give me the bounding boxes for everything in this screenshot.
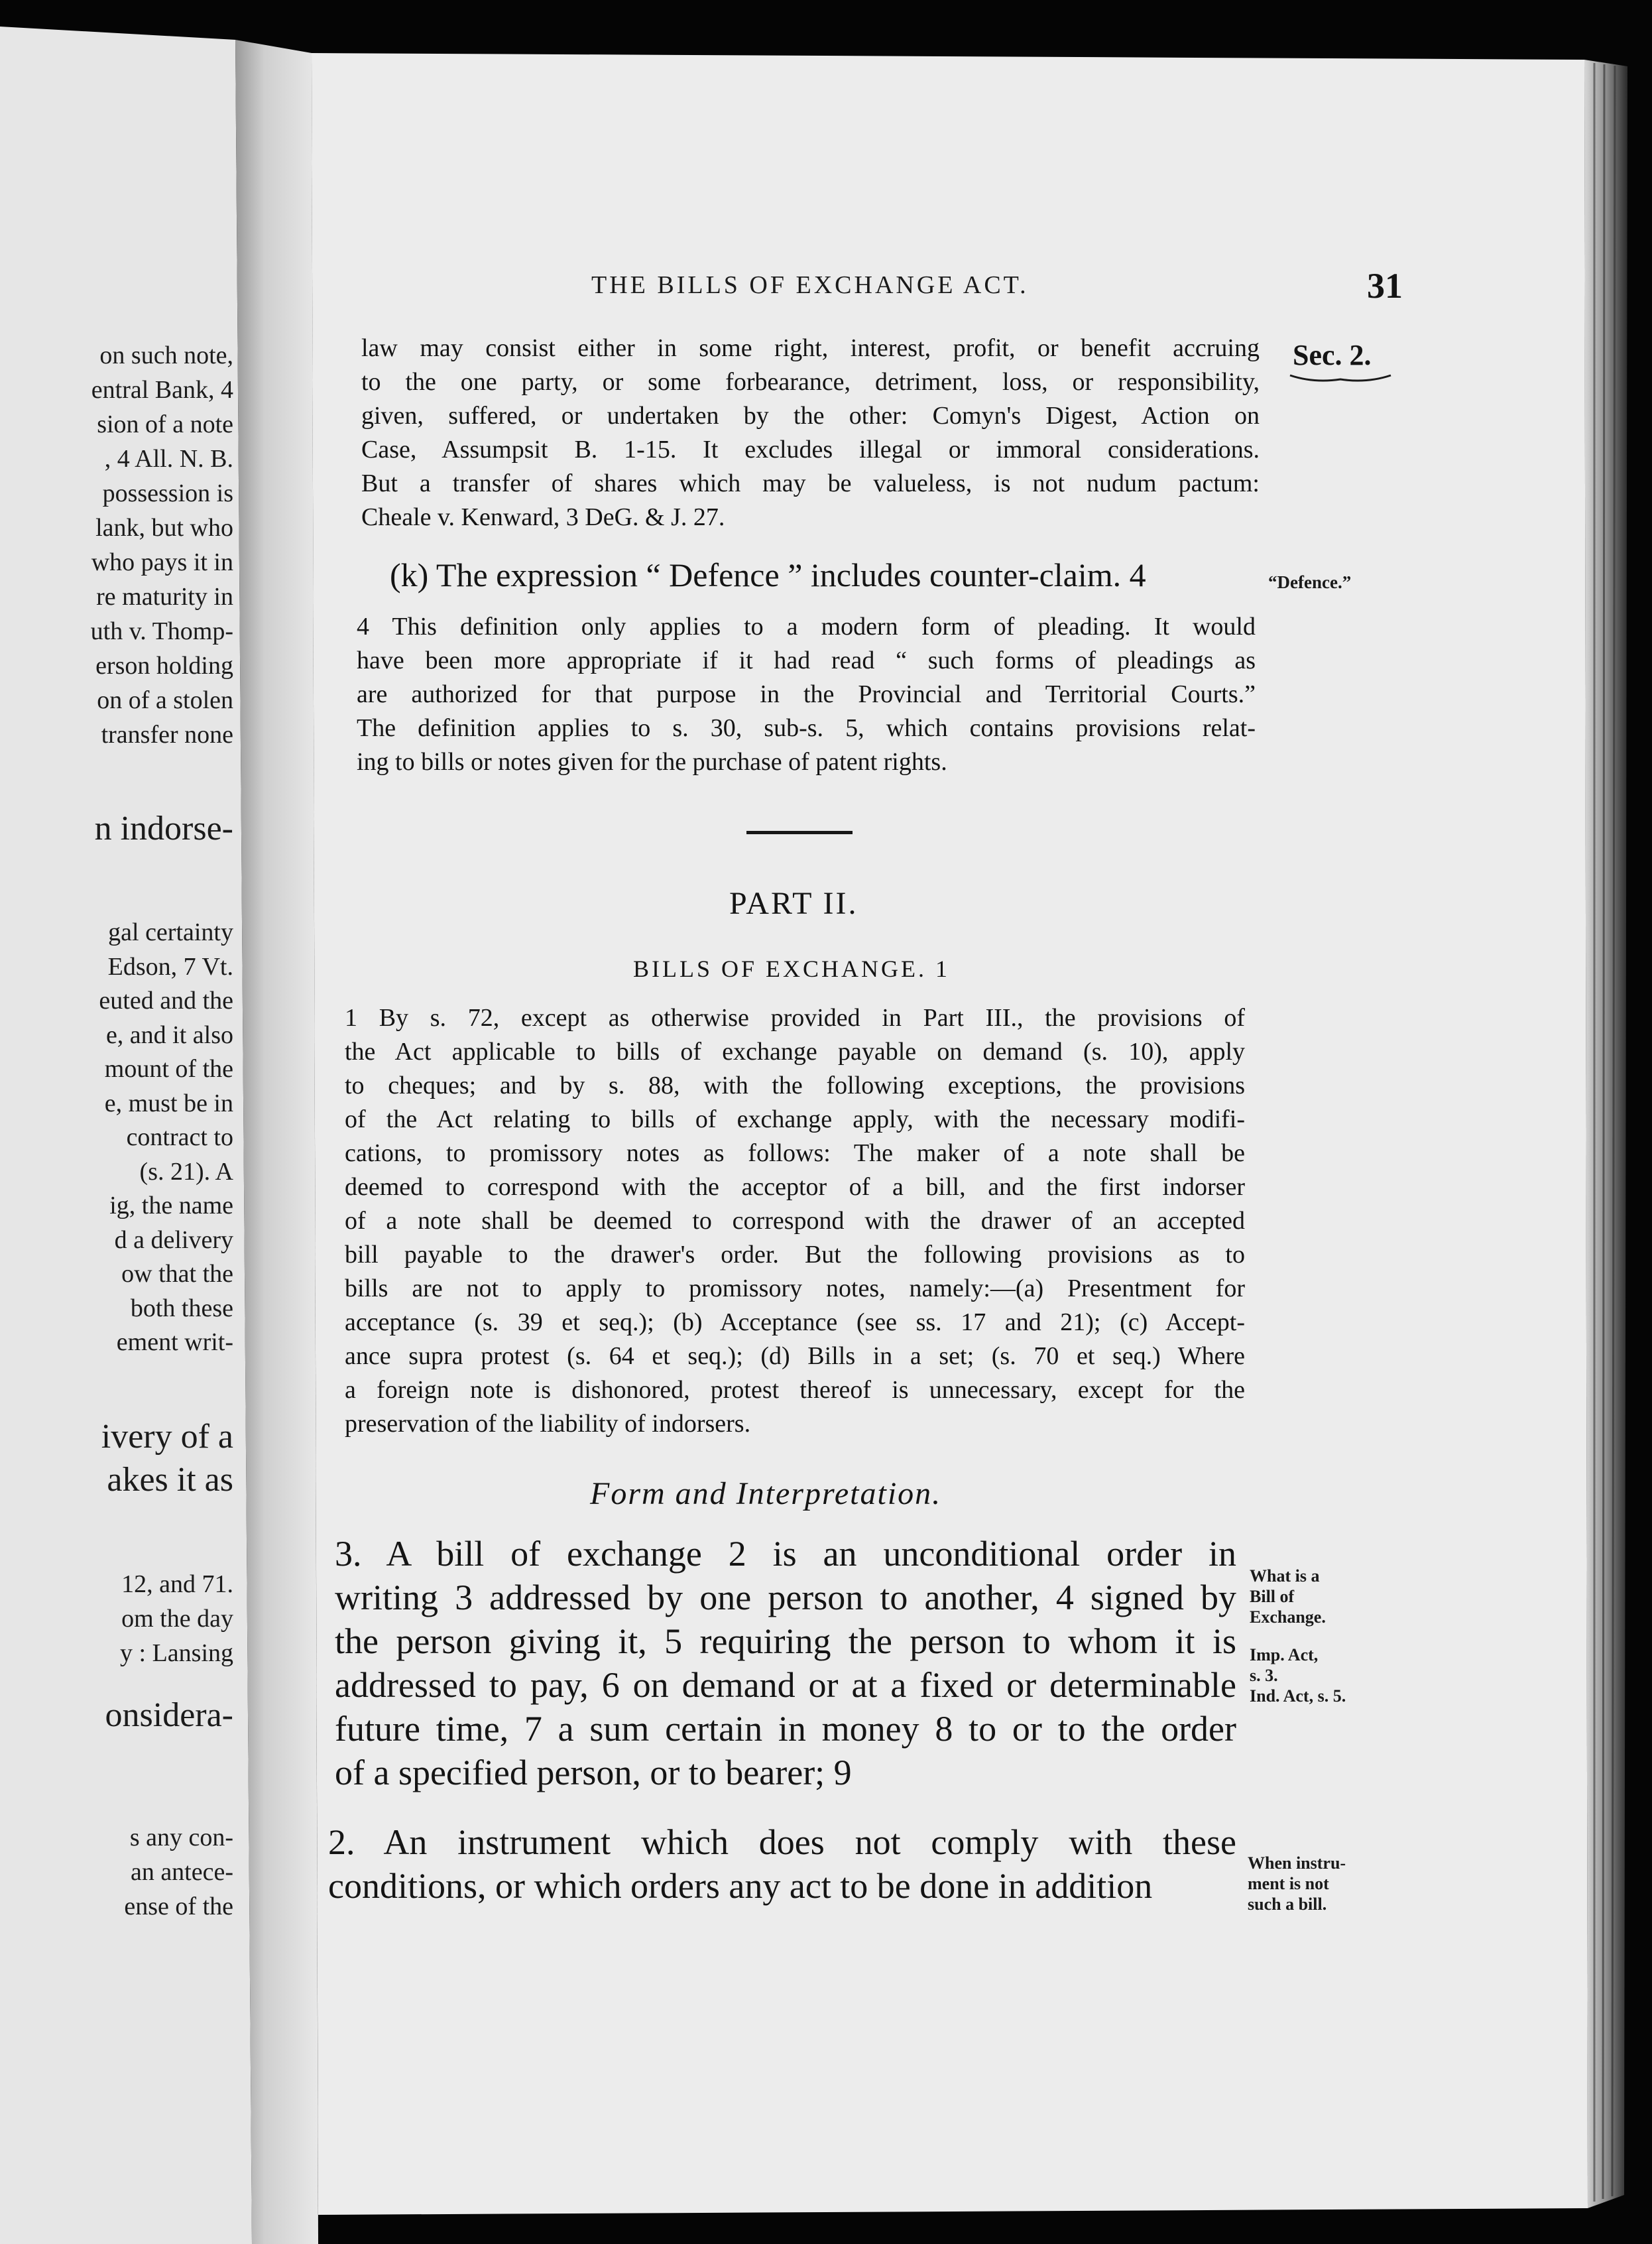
text-line: cations, to promissory notes as follows: The maker of a note shall be	[345, 1139, 1245, 1167]
margin-note-line: such a bill.	[1248, 1895, 1327, 1914]
section-heading: Form and Interpretation.	[590, 1476, 942, 1511]
text-line: addressed to pay, 6 on demand or at a fixed or determinable	[335, 1665, 1236, 1705]
text-line: writing 3 addressed by one person to another, 4 signed by	[335, 1578, 1236, 1617]
margin-note-line: What is a	[1250, 1566, 1320, 1586]
section-brace-icon	[1287, 373, 1393, 386]
defence-margin-note: “Defence.”	[1268, 572, 1352, 592]
left-page-line: an antece-	[130, 1858, 233, 1886]
margin-note-line: Imp. Act,	[1250, 1645, 1319, 1664]
text-line: have been more appropriate if it had read “ such forms of pleadings as	[357, 647, 1256, 674]
left-page-line: Edson, 7 Vt.	[107, 952, 233, 981]
text-line: conditions, or which orders any act to be done in addition	[328, 1866, 1153, 1906]
text-line: bills are not to apply to promissory notes, namely:—(a) Presentment for	[345, 1275, 1245, 1302]
text-line: deemed to correspond with the acceptor of a bill, and the first indorser	[345, 1173, 1245, 1201]
left-page-line: ement writ-	[116, 1328, 233, 1356]
text-line: law may consist either in some right, interest, profit, or benefit accruing	[361, 334, 1260, 362]
text-line: the Act applicable to bills of exchange payable on demand (s. 10), apply	[345, 1038, 1245, 1066]
left-page-line: y : Lansing	[120, 1639, 233, 1667]
section-3-text	[335, 1532, 1236, 1794]
left-page-line: lank, but who	[95, 514, 233, 542]
section-3-sub-2-text	[328, 1820, 1236, 1908]
text-line: to cheques; and by s. 88, with the following exceptions, the provisions	[345, 1072, 1245, 1099]
section-label	[1293, 338, 1372, 372]
text-line: 2. An instrument which does not comply with these	[328, 1822, 1236, 1862]
text-line: 4 This definition only applies to a modern form of pleading. It would	[357, 613, 1256, 641]
margin-note-line: ment is not	[1248, 1874, 1329, 1893]
defence-clause: (k) The expression “ Defence ” includes counter-claim. 4	[390, 556, 1146, 593]
text-line: acceptance (s. 39 et seq.); (b) Acceptance (see ss. 17 and 21); (c) Accept-	[345, 1308, 1245, 1336]
text-line: the person giving it, 5 requiring the person to whom it is	[335, 1621, 1236, 1661]
left-page-line: erson holding	[95, 652, 233, 680]
text-line: to the one party, or some forbearance, detriment, loss, or responsibility,	[361, 368, 1260, 396]
text-line: are authorized for that purpose in the Provincial and Territorial Courts.”	[357, 680, 1256, 708]
footnote-4	[357, 610, 1256, 779]
text-line: preservation of the liability of indorsers.	[345, 1410, 751, 1438]
text-line: Cheale v. Kenward, 3 DeG. & J. 27.	[361, 503, 725, 531]
text-line: of a specified person, or to bearer; 9	[335, 1753, 852, 1792]
left-page-heading-2b: akes it as	[107, 1461, 233, 1499]
left-page-heading-2a: ivery of a	[101, 1418, 233, 1456]
left-page-line: gal certainty	[108, 918, 233, 946]
left-page-line: s any con-	[129, 1824, 233, 1851]
running-header: THE BILLS OF EXCHANGE ACT.	[591, 271, 1029, 299]
left-page-line: transfer none	[101, 721, 233, 749]
text-line: The definition applies to s. 30, sub-s. 5, which contains provisions relat-	[357, 714, 1256, 742]
margin-note-line: Ind. Act, s. 5.	[1250, 1686, 1346, 1706]
left-page-line: e, must be in	[104, 1089, 233, 1117]
text-line: of a note shall be deemed to correspond with the drawer of an accepted	[345, 1207, 1245, 1235]
footnote-1	[345, 1001, 1245, 1441]
text-line: ance supra protest (s. 64 et seq.); (d) Bills in a set; (s. 70 et seq.) Where	[345, 1342, 1245, 1370]
left-page-line: euted and the	[99, 987, 233, 1015]
left-page-line: ense of the	[124, 1893, 233, 1920]
left-page-line: om the day	[121, 1605, 233, 1633]
left-page-line: e, and it also	[105, 1021, 233, 1049]
left-page-line: (s. 21). A	[139, 1157, 233, 1186]
page-number: 31	[1367, 266, 1403, 306]
text-line: ing to bills or notes given for the purchase of patent rights.	[357, 748, 947, 776]
text-line: But a transfer of shares which may be valueless, is not nudum pactum:	[361, 469, 1260, 497]
text-line: a foreign note is dishonored, protest thereof is unnecessary, except for the	[345, 1376, 1245, 1404]
part-title: PART II.	[729, 886, 858, 921]
left-page-heading-3: onsidera-	[105, 1696, 233, 1734]
text-line: bill payable to the drawer's order. But the following provisions as to	[345, 1241, 1245, 1269]
margin-note-line: When instru-	[1248, 1853, 1346, 1873]
left-page-line: contract to	[126, 1123, 233, 1151]
left-page-line: ig, the name	[109, 1192, 233, 1219]
margin-note-line: Exchange.	[1250, 1607, 1326, 1627]
section-label-text: Sec. 2.	[1293, 339, 1372, 371]
left-page-line: entral Bank, 4	[91, 376, 233, 404]
left-page-line: both these	[130, 1294, 233, 1322]
margin-note-line: s. 3.	[1250, 1666, 1278, 1685]
left-page-line: 12, and 71.	[121, 1570, 233, 1598]
left-page-line: , 4 All. N. B.	[104, 445, 233, 473]
text-line: given, suffered, or undertaken by the other: Comyn's Digest, Action on	[361, 402, 1260, 430]
left-page-line: on of a stolen	[97, 686, 233, 714]
left-page-line: possession is	[102, 479, 233, 507]
left-page-line: uth v. Thomp-	[90, 617, 233, 645]
part-subtitle: BILLS OF EXCHANGE. 1	[633, 956, 951, 982]
text-line: of the Act relating to bills of exchange apply, with the necessary modifi-	[345, 1105, 1245, 1133]
text-line: future time, 7 a sum certain in money 8 to or to the order	[335, 1709, 1236, 1749]
text-line: Case, Assumpsit B. 1-15. It excludes illegal or immoral considerations.	[361, 436, 1260, 464]
left-page-line: on such note,	[99, 342, 233, 369]
left-page-line: d a delivery	[114, 1225, 233, 1254]
left-page-line: who pays it in	[91, 548, 233, 576]
left-page-line: mount of the	[104, 1055, 233, 1083]
text-line: 1 By s. 72, except as otherwise provided in Part III., the provisions of	[345, 1004, 1245, 1032]
text-line: 3. A bill of exchange 2 is an unconditional order in	[335, 1534, 1236, 1574]
margin-note-line: Bill of	[1250, 1587, 1295, 1606]
left-page-line: sion of a note	[97, 410, 233, 438]
left-page-line: ow that the	[121, 1260, 233, 1288]
consideration-paragraph	[361, 332, 1260, 534]
left-page-line: re maturity in	[96, 583, 233, 611]
left-page-heading-1: n indorse-	[94, 810, 233, 847]
section-divider	[746, 831, 853, 834]
